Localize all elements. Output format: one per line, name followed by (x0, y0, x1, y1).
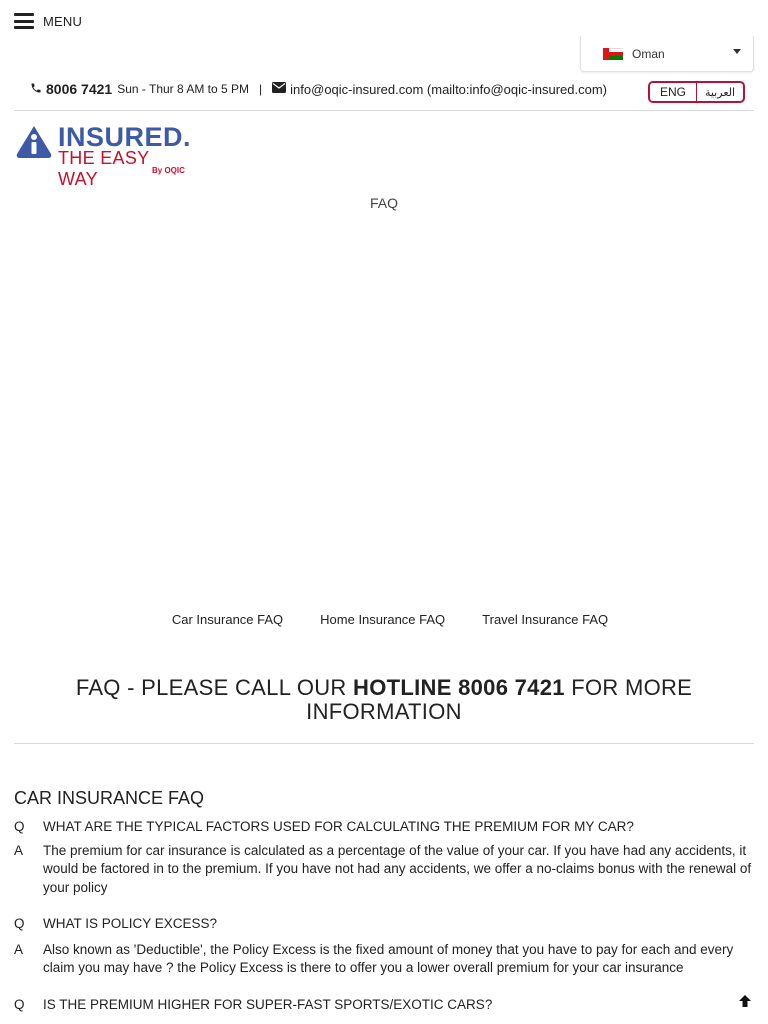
logo-wordmark: INSURED. (58, 122, 192, 152)
faq-answer (14, 941, 754, 978)
logo-by-oqic: By OQIC (152, 166, 185, 175)
answer-text: Also known as 'Deductible', the Policy Excess is the fixed amount of money that you have to pay for each and every claim you may have ? the Policy Excess is there to offer you a lower overall premium for your car insurance (43, 941, 734, 975)
insured-logo[interactable] (14, 122, 194, 189)
home-insurance-faq-link[interactable]: Home Insurance FAQ (320, 612, 446, 627)
contact-separator: | (259, 82, 263, 96)
office-hours: Sun - Thur 8 AM to 5 PM (117, 82, 250, 96)
question-text: WHAT IS POLICY EXCESS? (43, 916, 218, 931)
faq-question (14, 915, 754, 934)
hamburger-icon (14, 13, 34, 29)
language-switch (648, 81, 745, 103)
page-title: FAQ (369, 195, 398, 211)
hotline-heading (60, 676, 708, 724)
scroll-to-top-button[interactable] (738, 994, 752, 1008)
hotline-suffix: FOR MORE INFORMATION (306, 675, 693, 724)
faq-question (14, 996, 754, 1015)
question-text: IS THE PREMIUM HIGHER FOR SUPER-FAST SPORTS/EXOTIC CARS? (43, 996, 493, 1012)
answer-marker: A (14, 941, 24, 957)
question-text: WHAT ARE THE TYPICAL FACTORS USED FOR CALCULATING THE PREMIUM FOR MY CAR? (43, 819, 634, 834)
phone-number-link[interactable]: 8006 7421 (46, 81, 113, 97)
answer-marker: A (14, 842, 24, 858)
menu-toggle-button[interactable] (14, 13, 82, 29)
car-faq-list (14, 818, 754, 1014)
travel-insurance-faq-link[interactable]: Travel Insurance FAQ (482, 612, 609, 627)
country-selected-label: Oman (632, 46, 665, 61)
car-insurance-faq-title: CAR INSURANCE FAQ (14, 788, 205, 808)
lang-arabic-button[interactable]: العربية (704, 86, 736, 99)
phone-icon (30, 82, 42, 97)
email-link[interactable]: info@oqic-insured.com (mailto:info@oqic-insured.com) (290, 81, 607, 97)
logo-mark-icon (14, 124, 54, 164)
country-selector[interactable] (580, 36, 754, 72)
hotline-prefix: FAQ - PLEASE CALL OUR (75, 675, 354, 700)
logo-tagline: THE EASY WAY (58, 148, 150, 189)
lang-english-button[interactable]: ENG (650, 83, 697, 101)
hotline-number: HOTLINE 8006 7421 (353, 675, 565, 700)
car-insurance-faq-link[interactable]: Car Insurance FAQ (171, 612, 284, 627)
faq-answer (14, 842, 754, 898)
question-marker: Q (14, 819, 25, 834)
answer-text: The premium for car insurance is calculated as a percentage of the value of your car. If you have had any accidents, it would be factored in to the premium. If you have not had any accidents, we offer a no-claims bonus with the renewal of your policy (43, 842, 752, 895)
question-marker: Q (14, 996, 25, 1012)
header-divider (14, 110, 754, 111)
faq-category-nav (0, 612, 768, 627)
faq-question (14, 818, 754, 837)
caret-down-icon (733, 49, 741, 54)
arrow-up-icon (738, 994, 752, 1008)
oman-flag-icon (603, 48, 623, 60)
question-marker: Q (14, 916, 25, 931)
menu-label: MENU (43, 13, 83, 29)
envelope-icon (272, 82, 286, 96)
section-divider (14, 743, 754, 744)
